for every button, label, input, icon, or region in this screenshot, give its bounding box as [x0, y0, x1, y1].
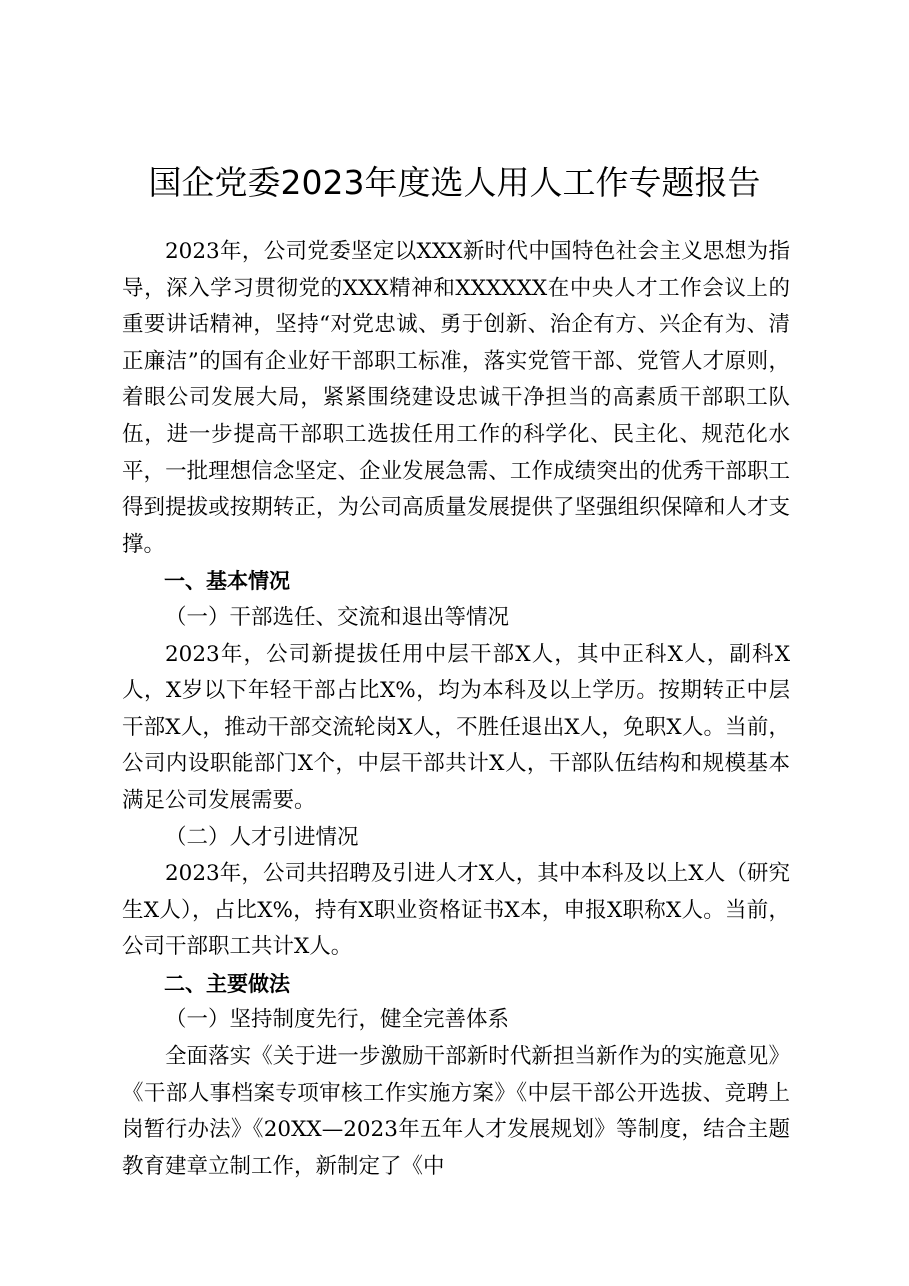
- system-first-paragraph: 全面落实《关于进一步激励干部新时代新担当新作为的实施意见》《干部人事档案专项审核工作实施方案》《中层干部公开选拔、竞聘上岗暂行办法》《20XX—2023年五年人才发展规划》等制度，结合主题教育建章立制工作，新制定了《中: [122, 1044, 790, 1179]
- section-heading-main-practices: 二、主要做法: [164, 971, 290, 996]
- document-title: 国企党委2023年度选人用人工作专题报告: [148, 163, 761, 202]
- section-heading-basic-situation: 一、基本情况: [164, 569, 290, 594]
- talent-introduction-paragraph: 2023年，公司共招聘及引进人才X人，其中本科及以上X人（研究生X人），占比X%，持有X职业资格证书X本，申报X职称X人。当前，公司干部职工共计X人。: [122, 861, 790, 960]
- subsection-heading-system-first: （一）坚持制度先行，健全完善体系: [165, 1007, 510, 1033]
- subsection-heading-talent-introduction: （二）人才引进情况: [165, 824, 359, 850]
- intro-paragraph: 2023年，公司党委坚定以XXX新时代中国特色社会主义思想为指导，深入学习贯彻党的XXX精神和XXXXXX在中央人才工作会议上的重要讲话精神，坚持“对党忠诚、勇于创新、治企有方、兴企有为、清正廉洁”的国有企业好干部职工标准，落实党管干部、党管人才原则，着眼公司发展大局，紧紧围绕建设忠诚干净担当的高素质干部职工队伍，进一步提高干部职工选拔任用工作的科学化、民主化、规范化水平，一批理想信念坚定、企业发展急需、工作成绩突出的优秀干部职工得到提拔或按期转正，为公司高质量发展提供了坚强组织保障和人才支撑。: [122, 239, 790, 557]
- subsection-heading-cadre-selection: （一）干部选任、交流和退出等情况: [165, 604, 510, 630]
- cadre-selection-paragraph: 2023年，公司新提拔任用中层干部X人，其中正科X人，副科X人，X岁以下年轻干部占比X%，均为本科及以上学历。按期转正中层干部X人，推动干部交流轮岗X人，不胜任退出X人，免职X人。当前，公司内设职能部门X个，中层干部共计X人，干部队伍结构和规模基本满足公司发展需要。: [122, 641, 790, 813]
- document-body: [122, 234, 790, 1185]
